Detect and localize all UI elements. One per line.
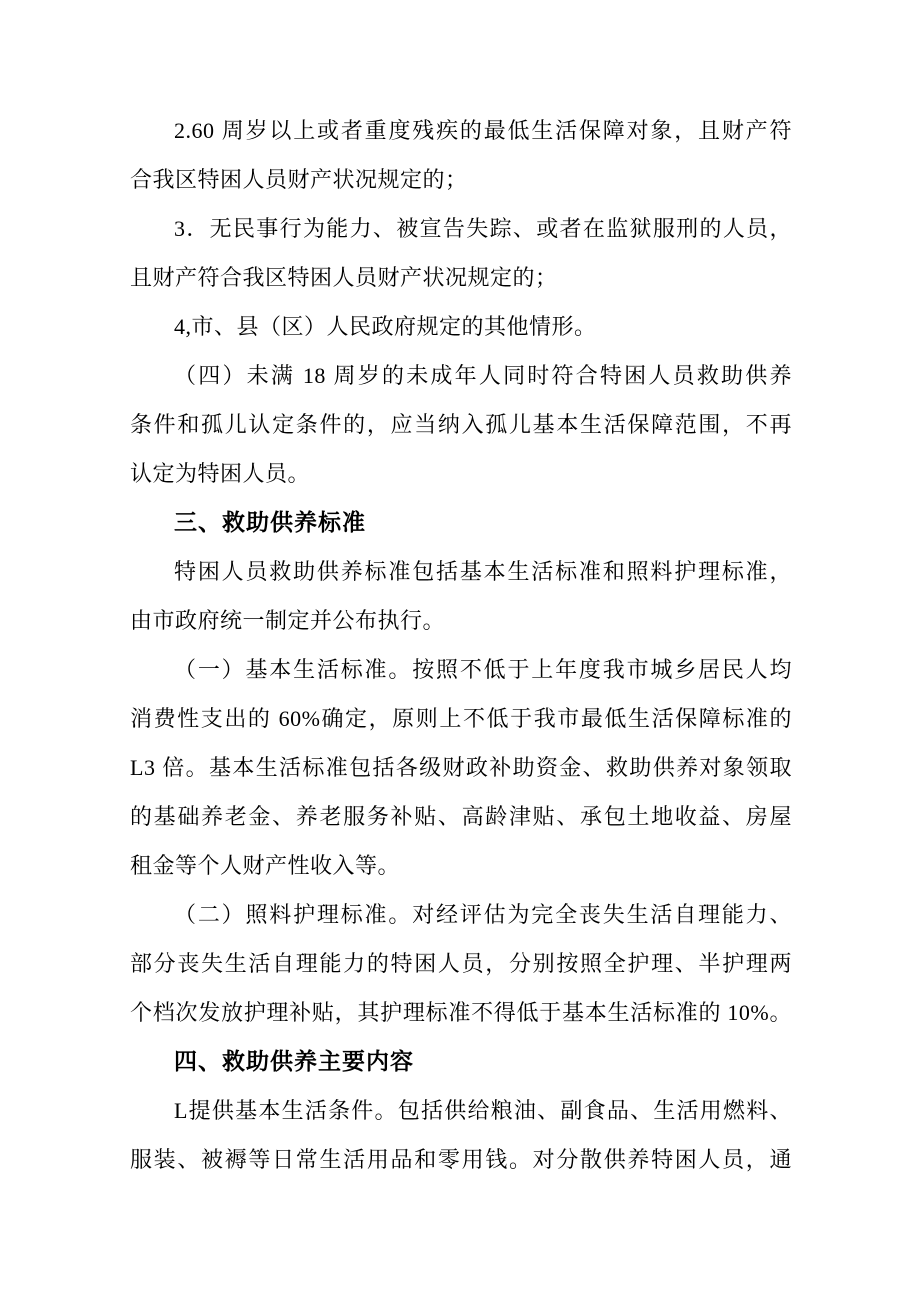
- text-line: 4,市、县（区）人民政府规定的其他情形。: [174, 314, 597, 339]
- text-line: （一）基本生活标准。按照不低于上年度我市城乡居民人均: [174, 657, 792, 682]
- text-line: （二）照料护理标准。对经评估为完全丧失生活自理能力、: [174, 902, 792, 927]
- text-line: （四）未满 18 周岁的未成年人同时符合特困人员救助供养: [174, 363, 792, 388]
- text-line: 消费性支出的 60%确定，原则上不低于我市最低生活保障标准的: [130, 706, 792, 731]
- text-line: 3．无民事行为能力、被宣告失踪、或者在监狱服刑的人员，: [174, 216, 792, 241]
- text-line: 个档次发放护理补贴，其护理标准不得低于基本生活标准的 10%。: [130, 1000, 792, 1025]
- text-line: 租金等个人财产性收入等。: [130, 853, 401, 878]
- text-line: L3 倍。基本生活标准包括各级财政补助资金、救助供养对象领取: [130, 755, 792, 780]
- text-line: 的基础养老金、养老服务补贴、高龄津贴、承包土地收益、房屋: [130, 804, 792, 829]
- text-line: 认定为特困人员。: [130, 461, 311, 486]
- text-line: 且财产符合我区特困人员财产状况规定的；: [130, 265, 558, 290]
- text-line: L提供基本生活条件。包括供给粮油、副食品、生活用燃料、: [174, 1098, 792, 1123]
- text-line: 服装、被褥等日常生活用品和零用钱。对分散供养特困人员，通: [130, 1147, 792, 1172]
- text-line: 2.60 周岁以上或者重度残疾的最低生活保障对象，且财产符: [174, 118, 792, 143]
- document-body: [130, 106, 792, 1184]
- text-line: 合我区特困人员财产状况规定的；: [130, 167, 468, 192]
- text-line: 特困人员救助供养标准包括基本生活标准和照料护理标准，: [174, 559, 792, 584]
- section-heading: 三、救助供养标准: [174, 509, 366, 535]
- text-line: 由市政府统一制定并公布执行。: [130, 608, 446, 633]
- section-heading: 四、救助供养主要内容: [174, 1048, 414, 1074]
- text-line: 部分丧失生活自理能力的特困人员，分别按照全护理、半护理两: [130, 951, 792, 976]
- text-line: 条件和孤儿认定条件的，应当纳入孤儿基本生活保障范围，不再: [130, 412, 792, 437]
